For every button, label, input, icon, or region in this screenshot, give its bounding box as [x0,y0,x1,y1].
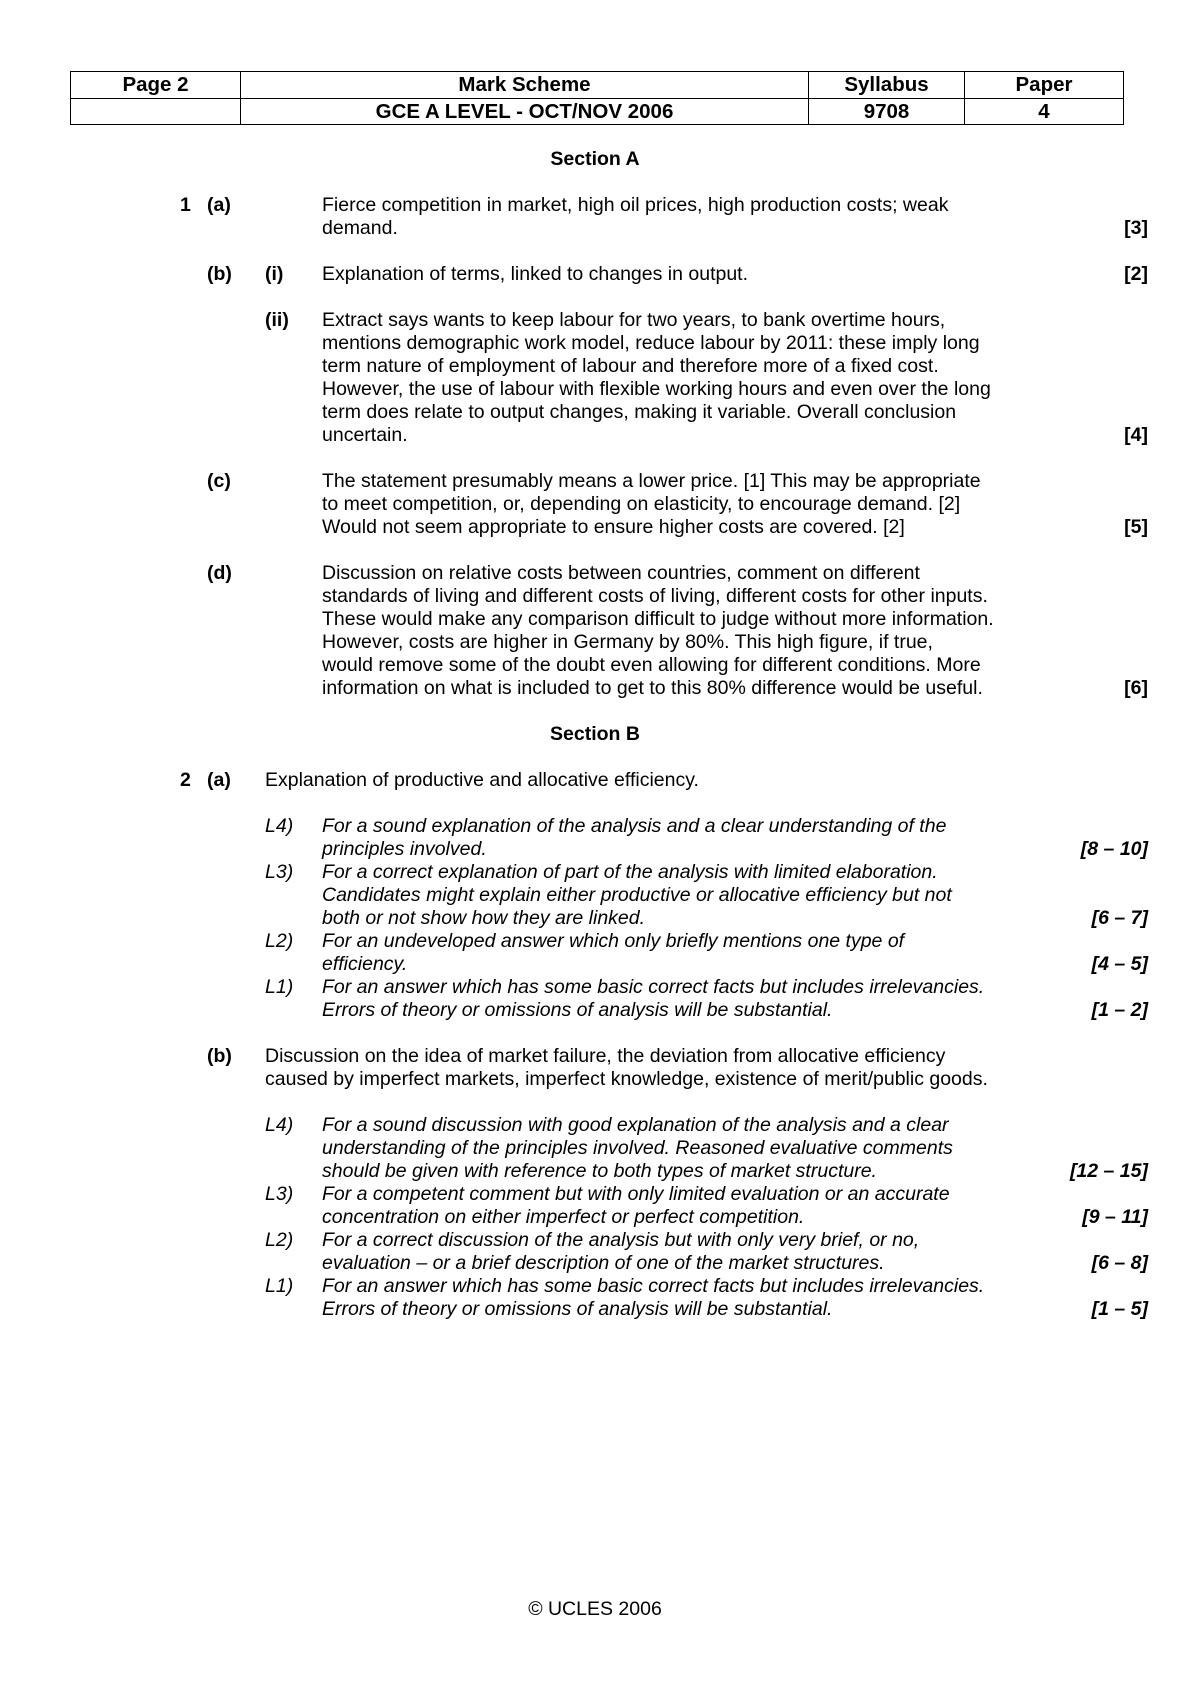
level-descriptor: efficiency. [322,953,408,975]
level-descriptor: Candidates might explain either productive or allocative efficiency but not [322,884,952,906]
level-descriptor: For a sound discussion with good explanation of the analysis and a clear [322,1114,949,1136]
mark: [1 – 2] [1091,999,1148,1021]
level-descriptor: concentration on either imperfect or perfect competition. [322,1206,805,1228]
answer-line: Extract says wants to keep labour for two years, to bank overtime hours, [322,309,946,331]
answer-line: Would not seem appropriate to ensure higher costs are covered. [2] [322,516,905,538]
level-label: L4) [265,1114,294,1136]
answer-line: These would make any comparison difficult to judge without more information. [322,608,994,630]
syllabus-code: 9708 [809,98,965,125]
part-label: (b) [207,1045,232,1067]
mark: [2] [1124,263,1148,285]
mark: [12 – 15] [1069,1160,1148,1182]
mark: [1 – 5] [1091,1298,1148,1320]
answer-line: However, the use of labour with flexible working hours and even over the long [322,378,991,400]
level-descriptor: evaluation – or a brief description of one of the market structures. [322,1252,885,1274]
syllabus-label: Syllabus [809,72,965,99]
mark: [8 – 10] [1080,838,1148,860]
question-number: 2 [180,769,191,791]
level-label: L2) [265,930,294,952]
answer-line: would remove some of the doubt even allowing for different conditions. More [322,654,981,676]
header-table [70,71,1124,125]
mark: [4] [1124,424,1148,446]
question-number: 1 [180,194,191,216]
level-descriptor: For a sound explanation of the analysis and a clear understanding of the [322,815,947,837]
mark: [9 – 11] [1082,1206,1148,1228]
paper-number: 4 [965,98,1124,125]
subpart-label: (i) [265,263,284,285]
level-descriptor: For an answer which has some basic correct facts but includes irrelevancies. [322,976,985,998]
mark: [4 – 5] [1091,953,1148,975]
answer-line: information on what is included to get to this 80% difference would be useful. [322,677,983,699]
answer-line: Explanation of productive and allocative efficiency. [265,769,699,791]
level-label: L3) [265,1183,294,1205]
part-label: (c) [207,470,231,492]
exam-title: GCE A LEVEL - OCT/NOV 2006 [241,98,809,125]
answer-line: Discussion on the idea of market failure, the deviation from allocative efficiency [265,1045,946,1067]
section-title: Section A [550,148,640,170]
header-row [71,72,1124,99]
level-label: L3) [265,861,294,883]
paper-label: Paper [965,72,1124,99]
answer-line: Discussion on relative costs between countries, comment on different [322,562,920,584]
mark: [3] [1124,217,1148,239]
mark: [6 – 8] [1091,1252,1148,1274]
level-descriptor: principles involved. [322,838,487,860]
header-row [71,98,1124,125]
answer-line: However, costs are higher in Germany by 80%. This high figure, if true, [322,631,933,653]
answer-line: uncertain. [322,424,408,446]
level-descriptor: should be given with reference to both types of market structure. [322,1160,877,1182]
level-label: L1) [265,976,294,998]
level-label: L2) [265,1229,294,1251]
doc-type: Mark Scheme [241,72,809,99]
answer-line: term does relate to output changes, making it variable. Overall conclusion [322,401,957,423]
part-label: (a) [207,194,231,216]
answer-line: mentions demographic work model, reduce labour by 2011: these imply long [322,332,980,354]
mark: [6] [1124,677,1148,699]
level-descriptor: Errors of theory or omissions of analysis will be substantial. [322,1298,833,1320]
level-descriptor: both or not show how they are linked. [322,907,646,929]
level-descriptor: For a correct discussion of the analysis but with only very brief, or no, [322,1229,920,1251]
copyright-footer: © UCLES 2006 [528,1598,662,1620]
answer-line: Fierce competition in market, high oil prices, high production costs; weak [322,194,949,216]
subpart-label: (ii) [265,309,289,331]
answer-line: term nature of employment of labour and therefore more of a fixed cost. [322,355,939,377]
answer-line: Explanation of terms, linked to changes in output. [322,263,749,285]
level-descriptor: For a competent comment but with only limited evaluation or an accurate [322,1183,950,1205]
answer-line: caused by imperfect markets, imperfect knowledge, existence of merit/public goods. [265,1068,988,1090]
level-label: L1) [265,1275,294,1297]
answer-line: to meet competition, or, depending on elasticity, to encourage demand. [2] [322,493,961,515]
level-descriptor: For an undeveloped answer which only briefly mentions one type of [322,930,905,952]
part-label: (d) [207,562,232,584]
answer-line: The statement presumably means a lower price. [1] This may be appropriate [322,470,981,492]
level-descriptor: Errors of theory or omissions of analysis will be substantial. [322,999,833,1021]
answer-line: demand. [322,217,398,239]
level-descriptor: For a correct explanation of part of the analysis with limited elaboration. [322,861,938,883]
page-label: Page 2 [71,72,241,99]
level-label: L4) [265,815,294,837]
mark: [6 – 7] [1091,907,1148,929]
level-descriptor: For an answer which has some basic correct facts but includes irrelevancies. [322,1275,985,1297]
empty-cell [71,98,241,125]
section-title: Section B [550,723,640,745]
mark: [5] [1124,516,1148,538]
part-label: (a) [207,769,231,791]
part-label: (b) [207,263,232,285]
level-descriptor: understanding of the principles involved. Reasoned evaluative comments [322,1137,953,1159]
answer-line: standards of living and different costs of living, different costs for other inputs. [322,585,988,607]
